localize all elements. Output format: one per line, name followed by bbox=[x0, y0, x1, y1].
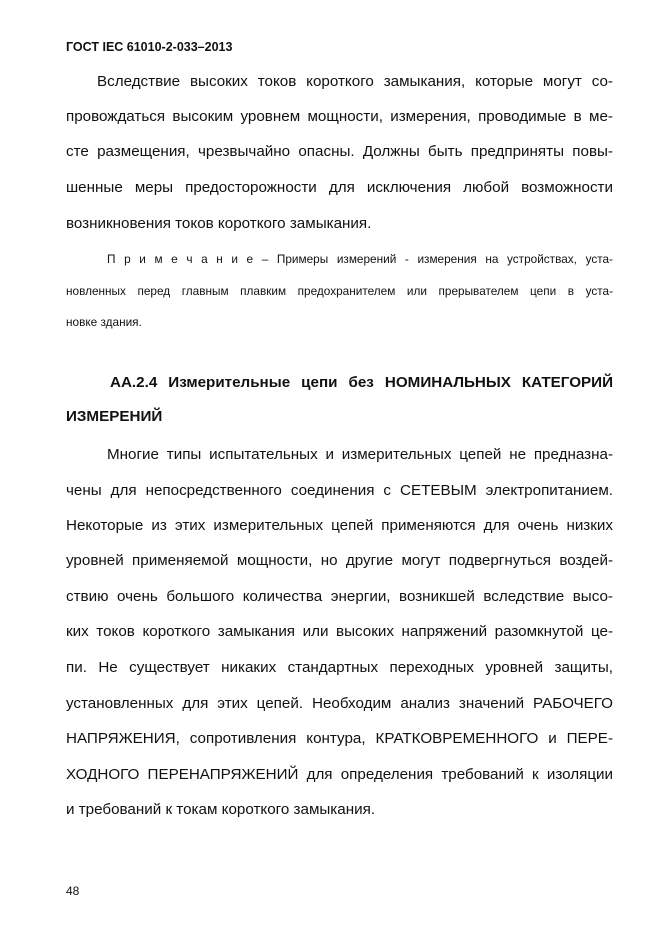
para1-line-1: Вследствие высоких токов короткого замыкания, которые могут со- bbox=[97, 73, 613, 90]
para1-line-2: провождаться высоким уровнем мощности, измерения, проводимые в ме- bbox=[66, 108, 613, 125]
para1-line-5: возникновения токов короткого замыкания. bbox=[66, 215, 372, 232]
document-header: ГОСТ IEC 61010-2-033–2013 bbox=[66, 40, 233, 54]
para1-line-4: шенные меры предосторожности для исключения любой возможности bbox=[66, 179, 613, 196]
para2-line-6: ких токов короткого замыкания или высоких напряжений разомкнутой це- bbox=[66, 623, 613, 640]
para2-line-11: и требований к токам короткого замыкания. bbox=[66, 801, 376, 818]
note-line-3: новке здания. bbox=[66, 315, 142, 329]
para2-line-2: чены для непосредственного соединения с СЕТЕВЫМ электропитанием. bbox=[66, 482, 613, 499]
note-line-1: П р и м е ч а н и е – Примеры измерений - измерения на устройствах, уста- bbox=[107, 252, 613, 266]
para2-line-5: ствию очень большого количества энергии, возникшей вследствие высо- bbox=[66, 588, 613, 605]
para2-line-9: НАПРЯЖЕНИЯ, сопротивления контура, КРАТКОВРЕМЕННОГО и ПЕРЕ- bbox=[66, 730, 613, 747]
para2-line-8: установленных для этих цепей. Необходим анализ значений РАБОЧЕГО bbox=[66, 695, 613, 712]
para2-line-1: Многие типы испытательных и измерительных цепей не предназна- bbox=[107, 446, 613, 463]
para2-line-7: пи. Не существует никаких стандартных переходных уровней защиты, bbox=[66, 659, 613, 676]
page-number: 48 bbox=[66, 884, 80, 898]
section-heading-line-1: АА.2.4 Измерительные цепи без НОМИНАЛЬНЫХ КАТЕГОРИЙ bbox=[110, 374, 613, 391]
para2-line-10: ХОДНОГО ПЕРЕНАПРЯЖЕНИЙ для определения требований к изоляции bbox=[66, 766, 613, 783]
para2-line-3: Некоторые из этих измерительных цепей применяются для очень низких bbox=[66, 517, 613, 534]
para1-line-3: сте размещения, чрезвычайно опасны. Должны быть предприняты повы- bbox=[66, 143, 613, 160]
para2-line-4: уровней применяемой мощности, но другие могут подвергнуться воздей- bbox=[66, 552, 613, 569]
section-heading-line-2: ИЗМЕРЕНИЙ bbox=[66, 408, 163, 425]
note-line-2: новленных перед главным плавким предохранителем или прерывателем цепи в уста- bbox=[66, 284, 613, 298]
